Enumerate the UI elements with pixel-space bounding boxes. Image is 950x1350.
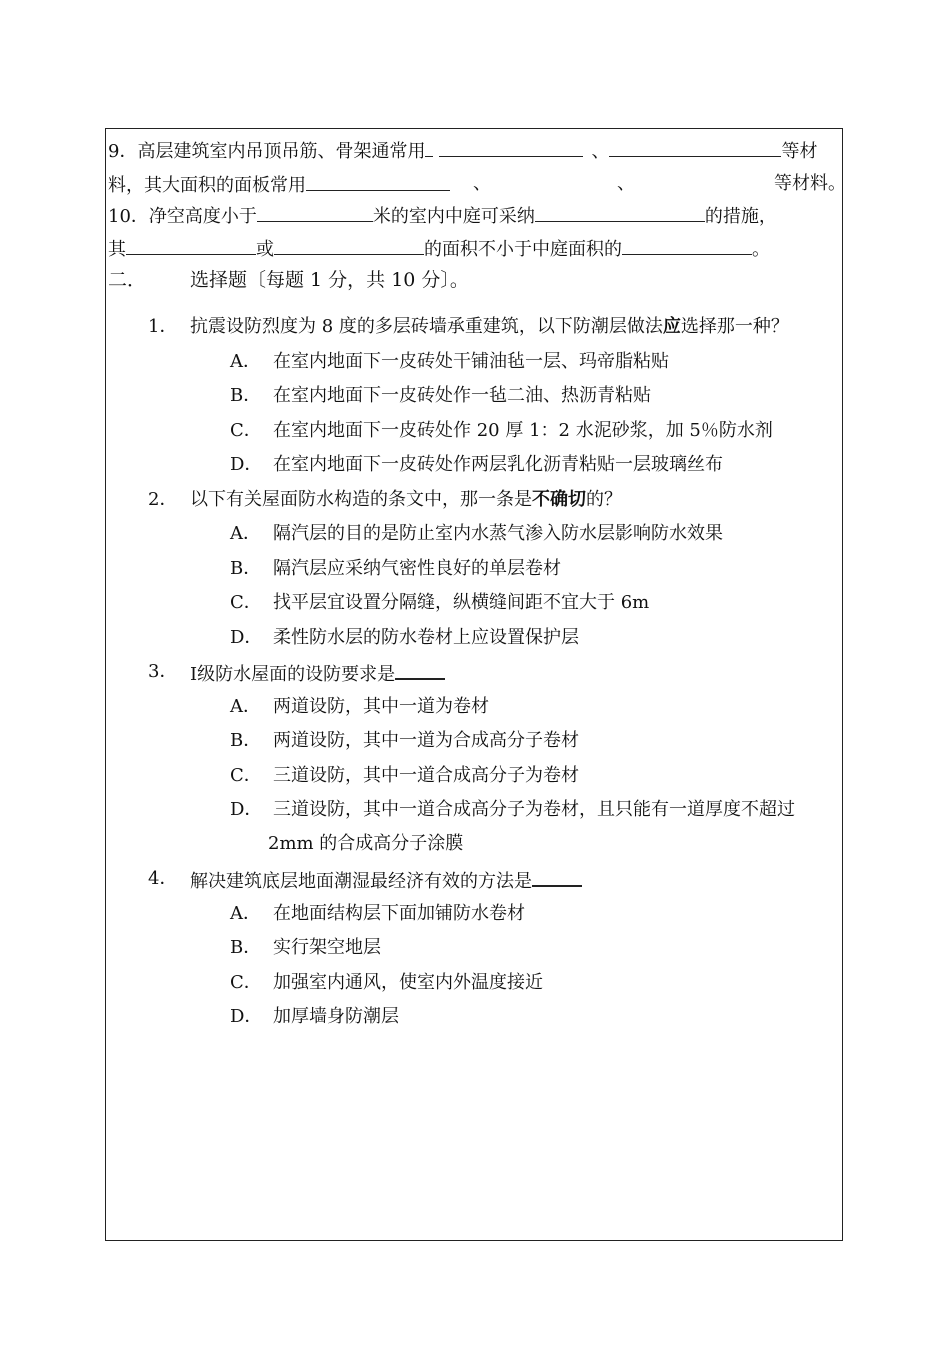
option-text: 在室内地面下一皮砖处作一毡二油、热沥青粘贴: [273, 385, 651, 406]
q10-text-7: 。: [752, 239, 770, 260]
option-letter: C．: [230, 765, 262, 786]
option-letter: B．: [230, 937, 262, 958]
q10-text-5: 或: [256, 239, 274, 260]
question-text: Ⅰ级防水屋面的设防要求是: [190, 664, 396, 685]
question-stem: [190, 315, 789, 339]
question-stem: [190, 867, 582, 891]
option-text: 柔性防水层的防水卷材上应设置保护层: [273, 627, 579, 648]
option-letter: B．: [230, 385, 262, 406]
option-text: 隔汽层应采纳气密性良好的单层卷材: [273, 558, 561, 579]
question-number: 2．: [148, 489, 178, 510]
section-number: 二．: [108, 269, 147, 291]
section-title: 选择题〔每题 1 分，共 10 分〕。: [190, 269, 469, 291]
option-letter: A．: [230, 351, 261, 372]
option-letter: D．: [230, 1006, 263, 1027]
question-text-end: 选择那一种？: [680, 316, 789, 337]
q10-line-1: [108, 203, 777, 227]
option-text: 两道设防，其中一道为卷材: [273, 696, 489, 717]
q9-text-7: 等材料。: [774, 173, 846, 194]
blank: [425, 138, 433, 157]
option-letter: C．: [230, 972, 262, 993]
q9-line-2: [108, 172, 450, 196]
option-letter: D．: [230, 799, 263, 820]
q9-text-4: 料，其大面积的面板常用: [108, 175, 306, 196]
question-text: 解决建筑底层地面潮湿最经济有效的方法是: [190, 871, 532, 892]
option-text: 找平层宜设置分隔缝，纵横缝间距不宜大于 6m: [273, 592, 650, 613]
option-text-continued: 2mm 的合成高分子涂膜: [268, 833, 464, 854]
option-letter: A．: [230, 523, 261, 544]
blank: [439, 138, 583, 157]
q10-text-1: 10．净空高度小于: [108, 206, 257, 227]
option-letter: A．: [230, 696, 261, 717]
option-text: 两道设防，其中一道为合成高分子卷材: [273, 730, 579, 751]
question-emphasis: 应: [662, 316, 681, 337]
option-letter: B．: [230, 558, 262, 579]
option-text: 三道设防，其中一道合成高分子为卷材，且只能有一道厚度不超过: [273, 799, 795, 820]
option-text: 实行架空地层: [273, 937, 381, 958]
blank: [126, 236, 256, 255]
answer-blank: [532, 867, 582, 887]
blank: [609, 138, 781, 157]
option-text: 在室内地面下一皮砖处作两层乳化沥青粘贴一层玻璃丝布: [273, 454, 723, 475]
question-text: 抗震设防烈度为 8 度的多层砖墙承重建筑，以下防潮层做法: [190, 316, 663, 337]
option-letter: A．: [230, 903, 261, 924]
blank: [274, 236, 424, 255]
option-text: 在室内地面下一皮砖处作 20 厚 1：2 水泥砂浆，加 5％防水剂: [273, 420, 773, 441]
q9-text-2: 、: [591, 141, 610, 162]
option-letter: D．: [230, 454, 263, 475]
q9-text-6: 、: [617, 173, 635, 194]
option-text: 在室内地面下一皮砖处干铺油毡一层、玛帝脂粘贴: [273, 351, 669, 372]
blank: [257, 203, 373, 222]
question-number: 4．: [148, 868, 178, 889]
option-letter: D．: [230, 627, 263, 648]
question-stem: [190, 660, 445, 684]
option-text: 加强室内通风，使室内外温度接近: [273, 972, 543, 993]
q10-text-4: 其: [108, 239, 126, 260]
question-number: 3．: [148, 661, 178, 682]
option-letter: B．: [230, 730, 262, 751]
question-text: 以下有关屋面防水构造的条文中，那一条是: [190, 489, 532, 510]
blank: [622, 236, 752, 255]
q9-line-1: [108, 138, 817, 162]
q9-text-3: 等材: [781, 141, 818, 162]
question-number: 1．: [148, 316, 178, 337]
option-text: 在地面结构层下面加铺防水卷材: [273, 903, 525, 924]
blank: [535, 203, 705, 222]
option-text: 加厚墙身防潮层: [273, 1006, 399, 1027]
question-stem: [190, 488, 622, 512]
option-letter: C．: [230, 592, 262, 613]
blank: [306, 172, 450, 191]
option-text: 三道设防，其中一道合成高分子为卷材: [273, 765, 579, 786]
q10-text-2: 米的室内中庭可采纳: [372, 206, 535, 227]
answer-blank: [395, 660, 445, 680]
question-text-end: 的？: [586, 489, 622, 510]
question-emphasis: 不确切: [532, 489, 586, 510]
q9-text-1: 9．高层建筑室内吊顶吊筋、骨架通常用: [108, 141, 426, 162]
q10-line-2: [108, 236, 770, 260]
option-text: 隔汽层的目的是防止室内水蒸气渗入防水层影响防水效果: [273, 523, 723, 544]
q9-text-5: 、: [473, 173, 491, 194]
q10-text-3: 的措施，: [704, 206, 777, 227]
option-letter: C．: [230, 420, 262, 441]
q10-text-6: 的面积不小于中庭面积的: [424, 239, 622, 260]
